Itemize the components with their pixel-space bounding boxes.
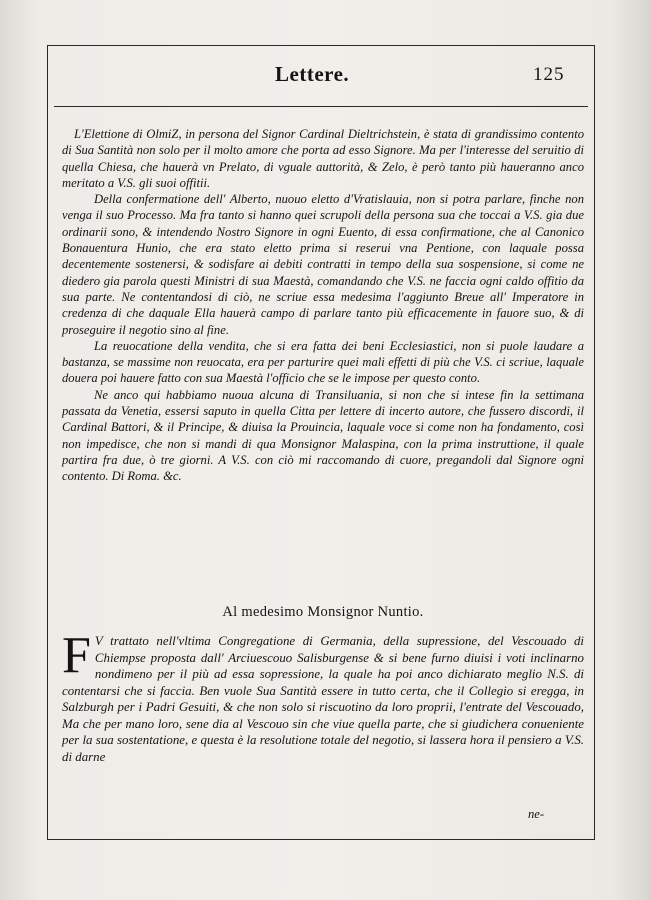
header-rule <box>54 106 588 107</box>
page-number: 125 <box>533 64 565 85</box>
letter-2-body <box>62 627 584 765</box>
letter-1-paragraph: L'Elettione di OlmiZ, in persona del Signor Cardinal Dieltrichstein, è stata di grandissimo contento di Sua Santità non solo per il molto amore che porta ad esso Signore. Ma per l'interesse del seruitio di quella Chiesa, che hauerà vn Prelato, di vguale auttorità, & Zelo, è però tanto più haueranno anco meritato a V.S. gli suoi offitii. <box>62 127 584 190</box>
letter-2-heading: Al medesimo Monsignor Nuntio. <box>222 604 424 620</box>
catchword: ne- <box>528 807 545 821</box>
letter-2-text: V trattato nell'vltima Congregatione di Germania, della supressione, del Vescouado di Chiempse proposta dall' Arciuescouo Salisburgense & si bene furno diuisi i voti inclinarno nondimeno per il più ad essa sopressione, la quale ha poi anco dichiarato meglio N.S. di contentarsi che si faccia. Ben vuole Sua Santità essere in tutto certa, che il Collegio si eregga, in Salzburgh per i Padri Gesuiti, & che non solo si riscuotino da loro proprii, l'entrate del Vescouado, Ma che per mano loro, sene dia al Vescouo sin che viue quella parte, che si giudichera conueniente per la sua sostentatione, e questa è la resolutione totale del negotio, si lassera hora il pensiero a V.S. di darne <box>62 634 584 764</box>
running-head: Lettere. <box>275 62 350 86</box>
drop-cap: F <box>62 627 91 684</box>
letter-1-paragraph: Della confermatione dell' Alberto, nuouo eletto d'Vratislauia, non si potra parlare, finche non venga il suo Processo. Ma fra tanto si hanno quei scrupoli della persona sua che toccai a V.S. gia due ordinarii sono, & intendendo Nostro Signore in ogni Euento, di essa confirmatione, che al Canonico Bonauentura Hunio, che era stato eletto prima si reserui vna Pentione, con laquale possa decentemente sostenersi, & sodisfare ai debiti contratti in tempo della sua sospensione, si come ne diedero gia parola questi Ministri di sua Maestà, comandando che V.S. ne faccia ogni caldo offitio da sua parte. Ne contentandosi di ciò, ne scriue essa medesima l'aggiunto Breue all' Imperatore in credenza di che daquale Ella hauerà campo di parlare tanto più efficacemente in fauore suo, & di proseguire il negotio sino al fine. <box>62 192 584 337</box>
letter-1-paragraph: Ne anco qui habbiamo nuoua alcuna di Transiluania, si non che si intese fin la settimana passata da Venetia, essersi saputo in quella Citta per lettere di incerto autore, che fussero discordi, il Cardinal Battori, & il Principe, & diuisa la Prouincia, laquale voce si come non ha fondamento, così non impedisce, che non si mandi di qua Monsignor Malaspina, con la prima instruttione, il quale partira fra due, ò tre giorni. A V.S. con ciò mi raccomando di cuore, pregandoli dal Signore ogni contento. Di Roma. &c. <box>62 387 584 484</box>
letter-1-body <box>62 126 584 485</box>
letter-1-paragraph: La reuocatione della vendita, che si era fatta dei beni Ecclesiastici, non si puole laudare a bastanza, se massime non reuocata, era per parturire quei mali effetti di più che V.S. ci scriue, laquale douera poi hauere fatto con sua Maestà l'officio che se le impose per questo conto. <box>62 338 584 386</box>
